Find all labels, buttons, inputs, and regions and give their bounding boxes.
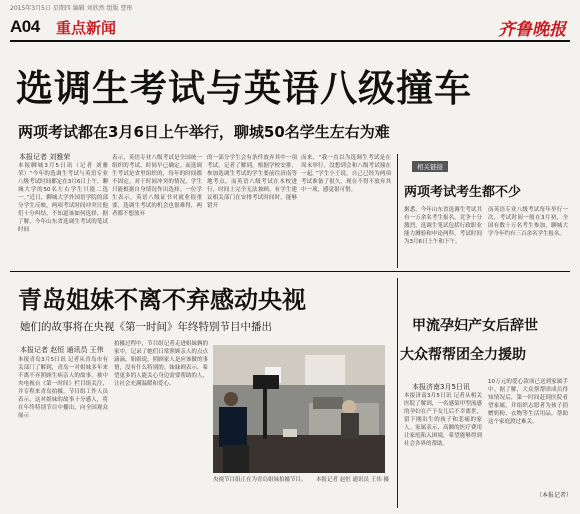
story3-signature: （本报记者） <box>536 492 573 499</box>
story1-column-4: 而来，“我一直以为选调生考试是在周末举行，没想到会和八级考试撞在一起。”学生小王说，自己已经为两项考试准备了很久，现在不得不放弃其中一项，感觉很可惜。 <box>301 155 391 193</box>
story2-column-1: 本报青岛3月5日讯 记者从青岛市有关部门了解到，青岛一对姐妹多年来不离不弃照顾生病亲人的故事，被中央电视台《第一时间》栏目组关注，并专程来青岛拍摄。节目组工作人员表示，这对姐妹的故事十分感人，将在年终特别节目中播出，向全国观众展示 <box>18 357 108 419</box>
related-link-tag: 相关链接 <box>412 161 448 172</box>
story1-column-1: 本报聊城3月5日讯（记者 刘雅荣）“今年的选调生考试与英语专业八级考试时间都定在3月6日上午，聊城大学的50名左右学生只能二选一。”近日，聊城大学外国语学院的部分学生反映，两项考试时间冲突让他们十分纠结，不知道该如何选择。据了解，今年山东省选调生考试的笔试时间 <box>18 163 108 233</box>
column-divider-2 <box>397 278 398 508</box>
section-code: A04 <box>10 17 40 36</box>
related-title: 两项考试考生都不少 <box>404 185 522 200</box>
newspaper-logo: 齐鲁晚报 <box>498 20 566 40</box>
story1-headline: 选调生考试与英语八级撞车 <box>16 66 472 110</box>
news-photo <box>213 345 385 473</box>
story2-column-2: 拍摄过程中，节目组记者走进姐妹俩的家中，记录了她们日常照顾亲人的点点滴滴。姐姐说，照顾家人是应该做的事情，没有什么特别的。妹妹则表示，希望更多的人能关心身边需要帮助的人，让社会充满温暖和爱心。 <box>114 341 208 387</box>
story3-title-line2: 大众帮帮团全力援助 <box>400 347 526 363</box>
column-divider <box>397 154 398 268</box>
photo-caption-text: 央视节目组正在为青岛姐妹拍摄节目。 <box>213 477 307 483</box>
story1-column-3: 的一部分学生会有条件放弃其中一项考试。记者了解到，根据学校安排，参加选调生考试的学生要前往济南等地考点，而英语八级考试在本校进行，时间上完全无法兼顾。有学生建议相关部门在安排考试时间时，能够错开 <box>207 155 297 209</box>
header-rule <box>10 40 570 42</box>
photo-credit: 本报记者 赵恒 通讯员 王伟 摄 <box>316 477 389 483</box>
story2-headline: 青岛姐妹不离不弃感动央视 <box>18 285 306 314</box>
story1-byline: 本报记者 刘雅荣 <box>19 153 71 161</box>
section-title: 重点新闻 <box>56 19 117 37</box>
related-column-2: 而英语专业八级考试每年举行一次，考试时间一般在3月初，全国有数十万名考生参加，聊城大学今年约有三百余名学生报名。 <box>488 207 568 237</box>
story3-column-2: 10万元的爱心款项已送到家属手中。据了解，大众帮帮团成员得知情况后，第一时间赶到医院看望家属，并组织志愿者为孩子捐赠奶粉、衣物等生活用品，帮助这个家庭渡过难关。 <box>488 379 568 425</box>
related-column-1: 据悉，今年山东省选调生考试共有一万余名考生报名，竞争十分激烈。选调生笔试包括行政职业能力测验和申论两科，考试时间为3月6日上午和下午。 <box>404 207 482 245</box>
story1-subheadline: 两项考试都在3月6日上午举行，聊城50名学生左右为难 <box>18 123 390 141</box>
story2-subheadline: 她们的故事将在央视《第一时间》年终特别节目中播出 <box>20 321 272 333</box>
page-top-strip: 2015年3月5日 星期四 编辑 刘欣然 组版 曹彤 <box>10 5 133 12</box>
section-header <box>10 15 570 39</box>
story-divider <box>10 271 570 272</box>
story3-byline: 本报济南3月5日讯 <box>412 383 470 391</box>
photo-caption <box>213 476 389 484</box>
story3-column-1: 本报济南3月5日讯 记者从相关医院了解到，一名感染甲型流感的孕妇在产下女儿后不幸离世，留下刚出生的孩子和悲痛的家人。家属表示，高额的医疗费用让家庭陷入困境，希望能够得到社会各界的帮助。 <box>404 393 482 447</box>
story2-byline: 本报记者 赵恒 通讯员 王伟 <box>20 346 104 354</box>
story3-title-line1: 甲流孕妇产女后辞世 <box>412 318 538 334</box>
story1-column-2: 表示，英语专业八级考试是全国统一组织的考试，时间早已确定。而选调生考试是省里组织的，每年的时间都不固定。对于时间冲突的情况，学生只能根据自身情况作出选择。一位学生表示，英语八级证书对就业很重要，选调生考试的机会也很难得，两者都不想放弃 <box>112 155 202 217</box>
news-photo-illustration <box>213 345 385 473</box>
